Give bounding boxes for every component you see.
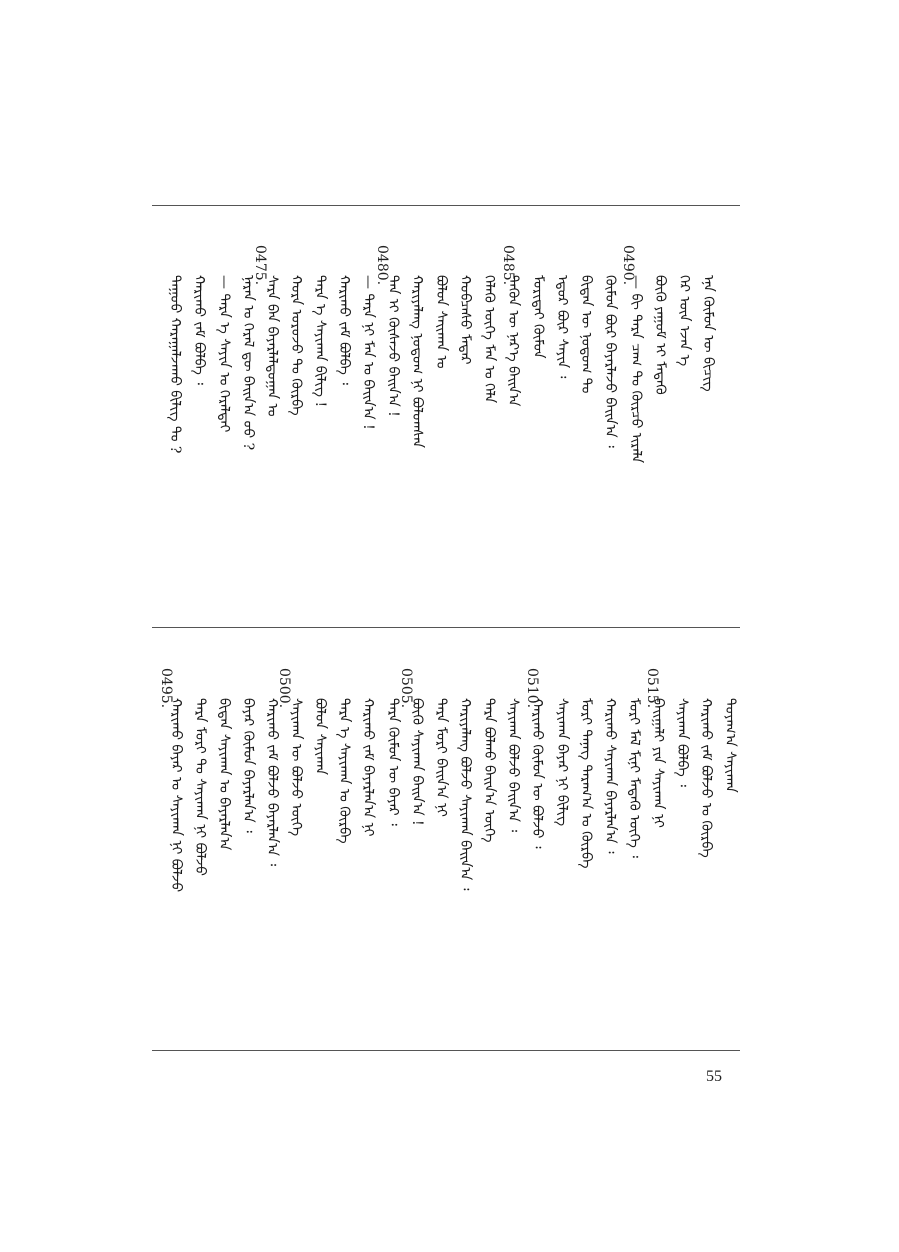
line-number: 0490.	[620, 245, 636, 286]
verse-line: ᠬᠠᠷᠢᠬᠤ ᠵᠠᠮ ᠪᠣᠯᠪᠠ ᠄	[336, 275, 352, 385]
verse-line: ᠪᠠᠶᠠᠷ ᠬᠦᠮᠦᠨ ᠪᠠᠶᠠᠷᠯᠠᠨ᠎ᠠ ᠄	[240, 698, 256, 833]
verse-line: ᠪᠢᠳᠡᠨ ᠦ ᠨᠤᠲᠤᠭ ᠲᠤ	[578, 275, 594, 394]
line-number: 0475.	[252, 245, 268, 286]
verse-line: ᠬᠠᠷᠢᠬᠤ ᠰᠠᠶᠢᠬᠠᠨ ᠪᠠᠶᠠᠷᠯᠠᠨ᠎ᠠ ᠄	[602, 698, 618, 854]
middle-rule	[152, 627, 740, 628]
verse-line: ᠰᠠᠶᠢᠬᠠᠨ ᠪᠣᠯᠪᠠ ᠄	[674, 698, 690, 787]
verse-line: ᠨᠠᠷᠠᠨ ᠤ ᠭᠡᠷᠡᠯ ᠳᠦ ᠪᠠᠢᠨ᠎ᠠ ᠤᠤ ?	[240, 275, 256, 451]
line-number: 0510.	[524, 668, 540, 709]
verse-line: ᠮᠣᠷᠢ ᠲᠡᠨᠡᠭ ᠲᠠᠷᠠᠭ᠎ᠠ ᠤ ᠬᠦᠷᠪᠡ	[578, 698, 594, 869]
verse-line: ᠰᠠᠶᠢᠬᠠᠨ ᠦ ᠪᠣᠯᠵᠤ ᠦᠭᠡ	[288, 698, 304, 837]
verse-line: ᠪᠦᠬᠦ ᠶᠠᠭᠤᠮ ᠢ ᠮᠡᠳᠡᠬᠦ	[652, 275, 668, 395]
line-number: 0505.	[398, 668, 414, 709]
verse-line: ᠬᠠᠷᠢᠬᠤ ᠵᠠᠮ ᠪᠣᠯᠵᠤ ᠪᠠᠶᠠᠷᠯᠠᠨ᠎ᠠ ᠄	[264, 698, 280, 867]
verse-line: ᠪᠣᠯᠤᠨ ᠰᠠᠢᠬᠠᠨ ᠤ	[433, 275, 449, 369]
verse-line: ᠬᠠᠷᠢᠬᠤ ᠬᠦᠮᠦᠨ ᠦ ᠪᠣᠯᠵᠤ ᠄	[529, 698, 545, 849]
verse-line: ᠲᠡᠷᠡ ᠬᠦᠮᠦᠨ ᠦ ᠪᠠᠶᠠᠷ ᠄	[385, 698, 401, 826]
verse-line: ᠬᠠᠷᠢᠶᠠᠯᠠᠩ ᠪᠣᠯᠵᠤ ᠰᠠᠶᠢᠬᠠᠨ ᠪᠠᠢᠨ᠎ᠠ ᠄	[457, 698, 473, 891]
verse-line: ᠡᠳᠦᠷ ᠪᠦᠷ ᠰᠠᠶᠢᠨ ᠄	[554, 275, 570, 379]
verse-line: ᠪᠢᠳᠡᠨ ᠰᠠᠶᠢᠬᠠᠨ ᠤ ᠪᠠᠶᠠᠷᠯᠠᠨ᠎ᠠ	[216, 698, 232, 851]
verse-line: ᠪᠦᠬᠦ ᠰᠠᠶᠢᠬᠠᠨ ᠪᠠᠢᠨ᠎ᠠ !	[409, 698, 425, 826]
verse-line: ᠰᠠᠶᠢᠬᠠᠨ ᠪᠠᠶᠠᠷ ᠨᠢ ᠪᠢᠯᠢᠭ	[554, 698, 570, 827]
verse-line: ᠪᠠᠢᠭᠠᠯᠢ ᠶᠢᠨ ᠰᠠᠶᠢᠬᠠᠨ ᠨᠢ	[650, 698, 666, 828]
lower-verse-block	[0, 668, 899, 1008]
verse-line: ᠲᠡᠷᠡ ᠡ ᠰᠠᠶᠢᠬᠠᠨ ᠤ ᠬᠦᠷᠪᠡ	[336, 698, 352, 844]
verse-line: — ᠪᠢ ᠲᠡᠷᠡ ᠴᠠᠭ ᠲᠤ ᠬᠦᠷᠴᠦ ᠢᠷᠡᠯᠡ	[628, 275, 644, 464]
bottom-rule	[152, 1050, 740, 1051]
page-number: 55	[706, 1068, 722, 1085]
verse-line: ᠬᠠᠷᠢᠬᠤ ᠪᠠᠶᠠᠷ ᠤ ᠰᠠᠶᠢᠬᠠᠨ ᠨᠢ ᠪᠣᠯᠵᠤ	[168, 698, 184, 893]
verse-line: ᠮᠣᠷᠢᠲᠠᠢ ᠬᠦᠮᠦᠨ	[530, 275, 546, 359]
verse-line: ᠬᠠᠷᠢᠬᠤ ᠵᠠᠮ ᠪᠣᠯᠵᠤ ᠤ ᠬᠦᠷᠪᠡ	[698, 698, 714, 858]
line-number: 0485.	[500, 245, 516, 286]
verse-line: ᠲᠡᠷᠡ ᠮᠣᠷᠢ ᠲᠤ ᠰᠠᠶᠢᠬᠠᠨ ᠨᠢ ᠪᠣᠯᠵᠤ	[192, 698, 208, 876]
verse-line: — ᠲᠡᠷᠡ ᠨᠢ ᠮᠠᠨ ᠤ ᠪᠠᠢᠨ᠎ᠠ !	[360, 275, 376, 430]
verse-line: ᠬᠠᠷᠢᠬᠤ ᠵᠠᠮ ᠪᠣᠯᠪᠠ ᠄	[191, 275, 207, 385]
verse-line: ᠡᠨᠡ ᠬᠦᠮᠦᠨ ᠦ ᠪᠢᠴᠢᠭ᠌	[700, 275, 716, 392]
verse-line: ᠬᠡᠯᠡᠬᠦ ᠦᠭᠡ ᠮᠠᠨ ᠤ ᠬᠡᠯᠡ	[481, 275, 497, 404]
verse-line: ᠰᠠᠷᠠ ᠪᠠᠨ ᠪᠠᠶᠠᠷᠯᠠᠯᠳᠤᠭᠠᠨ ᠤ	[264, 275, 280, 417]
verse-line: ᠲᠠᠨ ᠢ ᠬᠦᠰᠡᠵᠦ ᠪᠠᠢᠨ᠎ᠠ !	[385, 275, 401, 417]
verse-line: ᠬᠦᠮᠦᠨ ᠪᠦᠷ ᠪᠠᠶᠠᠷᠯᠠᠵᠤ ᠪᠠᠢᠨ᠎ᠠ ᠄	[602, 275, 618, 448]
verse-line: ᠲᠤᠶᠠᠭ᠎ᠠ ᠰᠠᠶᠢᠬᠠᠨ	[722, 698, 738, 793]
verse-line: ᠲᠡᠷᠡ ᠮᠣᠷᠢ ᠪᠠᠢᠨ᠎ᠠ ᠨᠢ	[433, 698, 449, 817]
verse-line: ᠬᠠᠷᠢᠬᠤ ᠵᠠᠮ ᠪᠠᠶᠠᠷᠯᠠᠨ᠎ᠠ ᠨᠢ	[360, 698, 376, 837]
verse-line: ᠲᠡᠷᠡ ᠡ ᠰᠠᠶᠢᠬᠠᠨ ᠪᠢᠯᠢᠭ !	[312, 275, 328, 408]
line-number: 0495.	[158, 668, 174, 709]
verse-line: ᠲᠡᠷᠡ ᠪᠣᠯᠬᠤ ᠪᠠᠢᠨ᠎ᠠ ᠦᠭᠡ	[481, 698, 497, 843]
top-rule	[152, 205, 740, 206]
upper-verse-block	[0, 245, 899, 585]
verse-line: ᠰᠠᠶᠢᠬᠠᠨ ᠪᠣᠯᠵᠤ ᠪᠠᠢᠨ᠎ᠠ ᠄	[505, 698, 521, 833]
verse-line: ᠳᠠᠭᠤᠤ ᠬᠠᠷᠠᠭᠠᠯᠵᠠᠬᠤ ᠪᠢᠯᠢᠭ ᠲᠤ ?	[167, 275, 183, 454]
verse-line: ᠬᠤᠪᠴᠠᠰᠤ ᠮᠠᠲᠠᠷ	[457, 275, 473, 365]
verse-line: ᠮᠣᠷᠢ ᠮᠠᠯ ᠮᠢᠨᠢ ᠮᠡᠳᠡᠬᠦ ᠦᠭᠡ ᠄	[626, 698, 642, 858]
verse-line: ᠭᠡᠷ ᠦᠨ ᠡᠵᠡᠨ ᠡ	[676, 275, 692, 367]
verse-line: ᠲᠡᠭᠦᠨ ᠦ ᠨᠡᠷ᠎ᠡ ᠪᠠᠢᠨ᠎ᠠ	[505, 275, 521, 407]
verse-line: ᠪᠣᠯᠣᠨ ᠰᠠᠶᠢᠬᠠᠨ	[312, 698, 328, 776]
verse-line: — ᠲᠡᠷᠡ ᠡ ᠰᠠᠶᠢᠨ ᠤ ᠭᠡᠷᠡᠯᠲᠡᠢ	[216, 275, 232, 433]
verse-line: ᠬᠠᠷᠢᠶᠠᠯᠠᠩ ᠨᠤᠲᠤᠭ ᠨᠢ ᠪᠣᠯᠤᠭᠰᠠᠨ	[409, 275, 425, 449]
line-number: 0480.	[374, 245, 390, 286]
line-number: 0500.	[276, 668, 292, 709]
verse-line: ᠬᠤᠷᠠ ᠣᠷᠣᠵᠤ ᠲᠤ ᠬᠦᠷᠪᠡ	[288, 275, 304, 416]
line-number: 0515.	[644, 668, 660, 709]
